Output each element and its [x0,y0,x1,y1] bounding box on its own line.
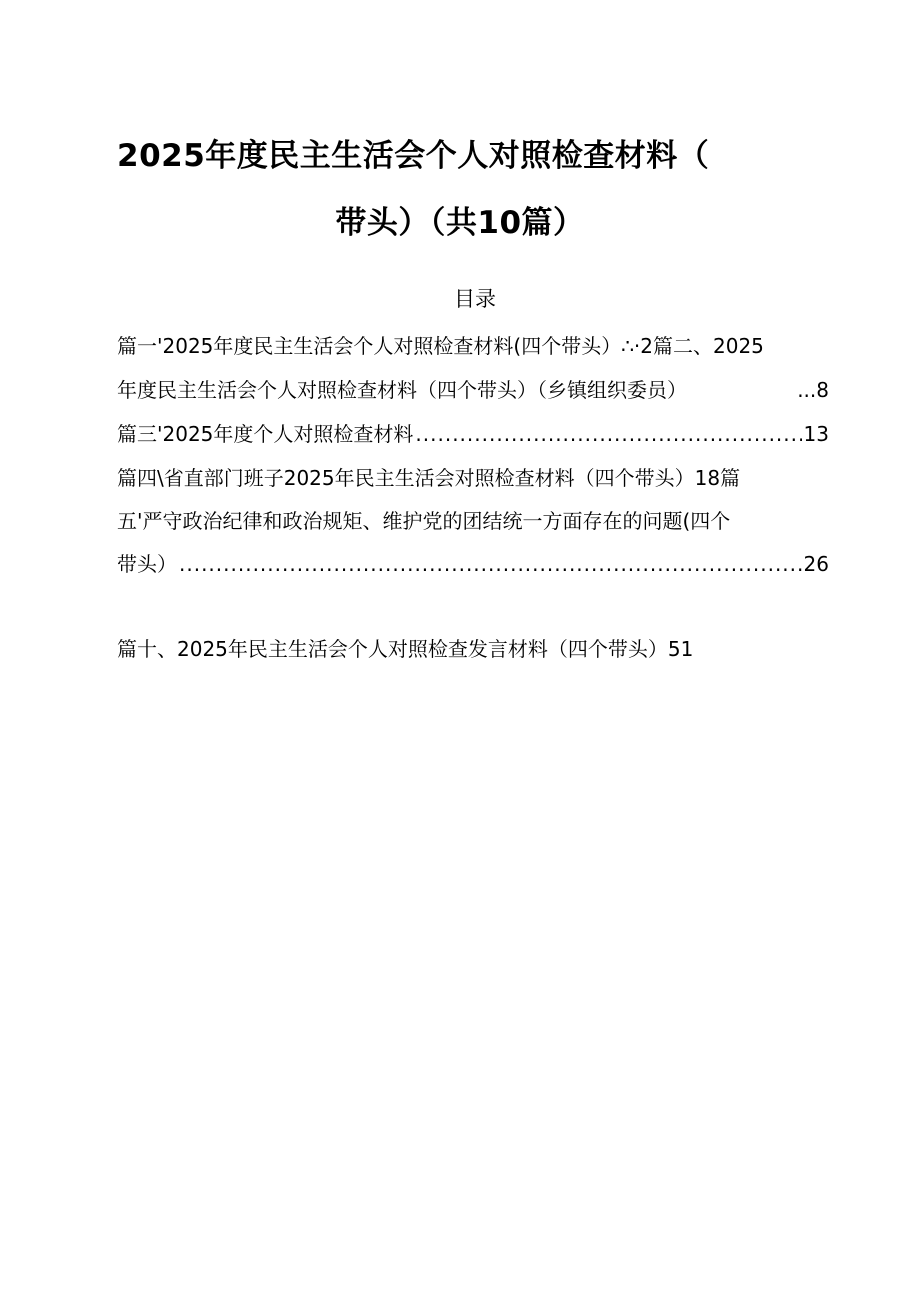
toc-entry-text: 篇一'2025年度民主生活会个人对照检查材料(四个带头）∴·2篇二、2025 [117,334,764,358]
toc-entry-1[interactable] [117,330,829,362]
toc-entry-text: 带头） [117,552,177,576]
toc-entry-text: 篇三'2025年度个人对照检查材料 [117,422,414,446]
document-title-line-1: 2025年度民主生活会个人对照检查材料（ [117,138,710,174]
toc-entry-2-continued[interactable] [117,374,829,406]
toc-entry-4[interactable] [117,462,829,494]
toc-entry-text: 篇十、2025年民主生活会个人对照检查发言材料（四个带头）51 [117,637,694,661]
toc-entry-5[interactable] [117,505,829,537]
toc-entry-5-continued[interactable] [117,548,829,580]
toc-leader-dots [415,418,801,450]
toc-heading: 目录 [454,287,496,311]
toc-entry-text: 年度民主生活会个人对照检查材料（四个带头）（乡镇组织委员） [117,378,687,402]
document-title-line-2: 带头）（共10篇） [335,205,585,241]
toc-entry-3[interactable] [117,418,829,450]
toc-entry-text: 五'严守政治纪律和政治规矩、维护党的团结统一方面存在的问题(四个 [117,509,731,533]
toc-page-number: 13 [803,422,829,446]
toc-page-number: 26 [803,552,829,576]
toc-entry-text: 篇四\省直部门班子2025年民主生活会对照检查材料（四个带头）18篇 [117,466,741,490]
toc-leader-dots [179,548,802,580]
toc-page-number: ...8 [797,378,829,402]
toc-entry-10[interactable] [117,633,829,665]
